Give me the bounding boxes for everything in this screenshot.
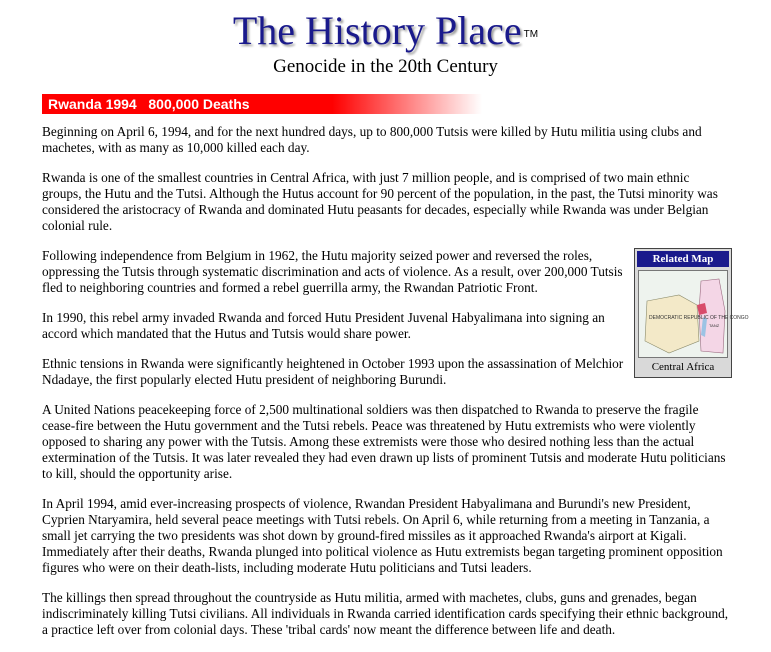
- trademark-mark: TM: [523, 29, 539, 40]
- map-region-congo: [645, 295, 699, 353]
- paragraph-8: The killings then spread throughout the countryside as Hutu militia, armed with machetes, clubs, guns and grenades, began indiscriminately killing Tutsi civilians. All individuals in Rwanda carried identification cards specifying their ethnic background, a practice left over from colonial days. These 'tribal cards' now meant the difference between life and death.: [42, 590, 729, 637]
- paragraph-4: In 1990, this rebel army invaded Rwanda and forced Hutu President Juvenal Habyalimana into signing an accord which mandated that the Hutus and Tutsis would share power.: [42, 310, 605, 341]
- section-banner-title: Rwanda 1994 800,000 Deaths: [48, 96, 250, 112]
- map-label-tanz: TANZ: [709, 323, 720, 328]
- paragraph-3: Following independence from Belgium in 1962, the Hutu majority seized power and reversed the roles, oppressing the Tutsis through systematic discrimination and acts of violence. As a result, over 200,000 Tutsis fled to neighboring countries and formed a rebel guerrilla army, the Rwandan Patriotic Front.: [42, 248, 623, 295]
- page-subtitle: Genocide in the 20th Century: [273, 56, 498, 77]
- paragraph-2: Rwanda is one of the smallest countries in Central Africa, with just 7 million people, and is comprised of two main ethnic groups, the Hutu and the Tutsi. Although the Hutus account for 90 percent of the population, in the past, the Tutsi minority was considered the aristocracy of Rwanda and dominated Hutu peasants for decades, especially while Rwanda was under Belgian colonial rule.: [42, 170, 718, 233]
- map-thumbnail[interactable]: [638, 270, 749, 358]
- article-body: [42, 124, 749, 652]
- related-map-header: Related Map: [637, 251, 729, 267]
- related-map-caption[interactable]: Central Africa: [651, 361, 715, 373]
- paragraph-7: In April 1994, amid ever-increasing prospects of violence, Rwandan President Habyalimana and Burundi's new President, Cyprien Ntaryamira, held several peace meetings with Tutsi rebels. On April 6, while returning from a meeting in Tanzania, a small jet carrying the two presidents was shot down by ground-fired missiles as it approached Rwanda's airport at Kigali. Immediately after their deaths, Rwanda plunged into political violence as Hutu extremists began targeting prominent opposition figures who were on their death-lists, including moderate Hutu politicians and Tutsi leaders.: [42, 496, 723, 575]
- site-title-text: The History Place: [232, 8, 522, 53]
- paragraph-5: Ethnic tensions in Rwanda were significantly heightened in October 1993 upon the assassination of Melchior Ndadaye, the first popularly elected Hutu president of neighboring Burundi.: [42, 356, 624, 387]
- paragraph-1: Beginning on April 6, 1994, and for the next hundred days, up to 800,000 Tutsis were killed by Hutu militia using clubs and machetes, with as many as 10,000 killed each day.: [42, 124, 702, 155]
- site-title: [0, 8, 771, 54]
- paragraph-6: A United Nations peacekeeping force of 2,500 multinational soldiers was then dispatched to Rwanda to preserve the fragile cease-fire between the Hutu government and the Tutsi rebels. Peace was threatened by Hutu extremists who were violently opposed to sharing any power with the Tutsis. Among these extremists were those who desired nothing less than the actual extermination of the Tutsis. It was later revealed they had even drawn up lists of prominent Tutsis and moderate Hutu politicians to kill, should the opportunity arise.: [42, 402, 726, 481]
- related-map-box[interactable]: [634, 248, 749, 378]
- section-banner: [42, 94, 482, 114]
- map-label-congo: DEMOCRATIC REPUBLIC OF THE CONGO: [649, 315, 749, 321]
